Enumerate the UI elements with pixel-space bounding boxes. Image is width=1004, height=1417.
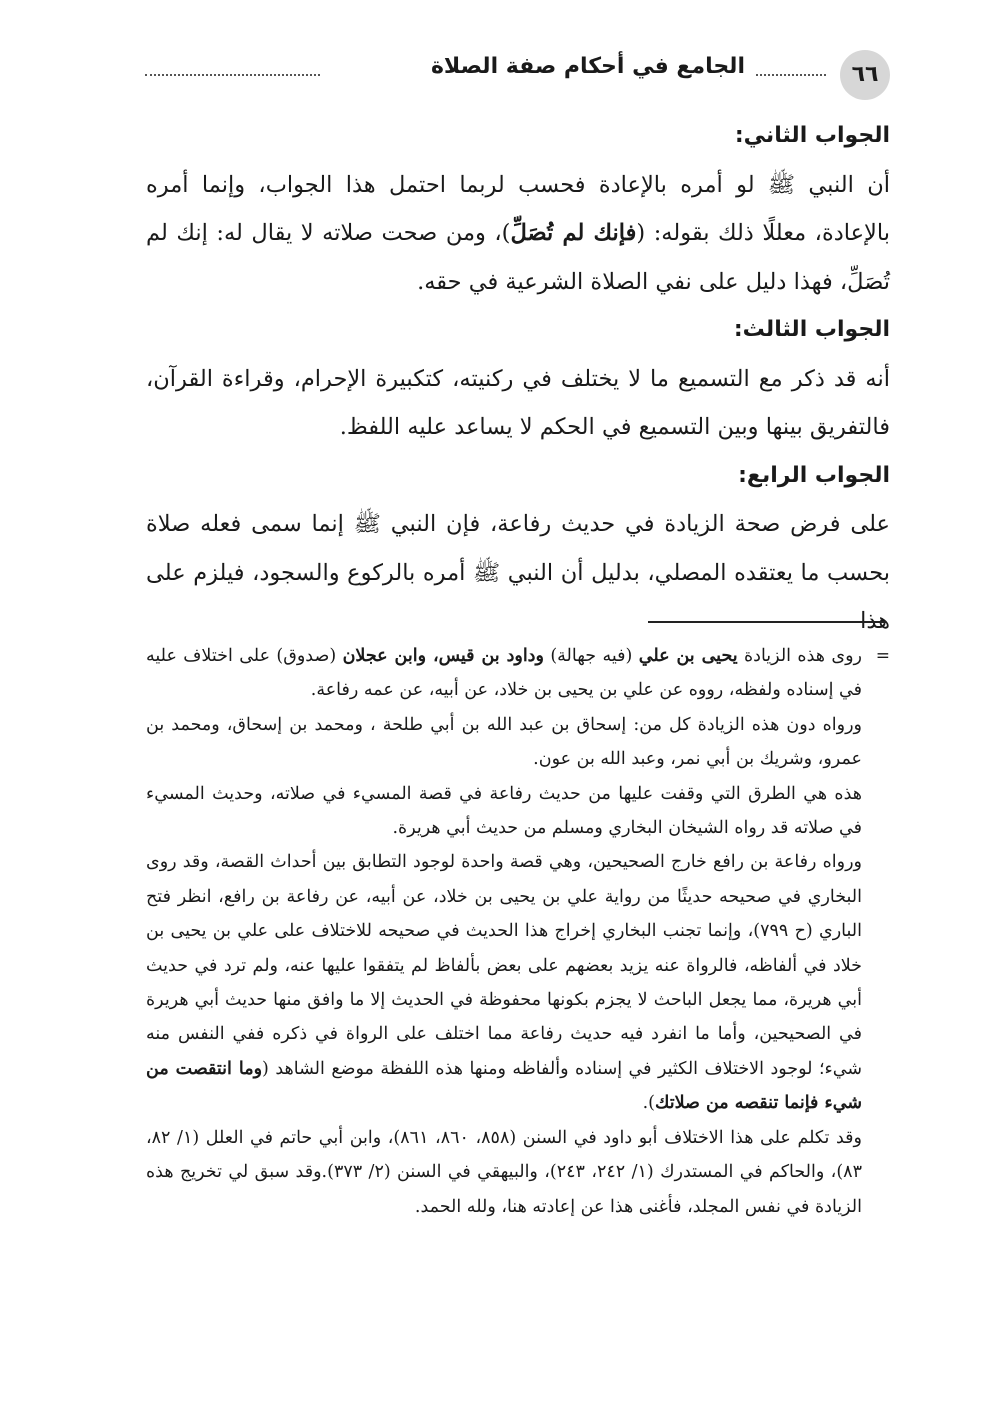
fn1-text-1: روى هذه الزيادة — [737, 646, 862, 666]
book-title: الجامع في أحكام صفة الصلاة — [430, 54, 745, 79]
running-header — [145, 44, 890, 100]
main-text — [146, 112, 890, 646]
header-dotted-rule-left — [145, 74, 320, 76]
heading-answer-4: الجواب الرابع: — [738, 462, 890, 488]
paragraph-answer-3: أنه قد ذكر مع التسميع ما لا يختلف في ركنيته، كتكبيرة الإحرام، وقراءة القرآن، فالتفريق بينها وبين التسميع في الحكم لا يساعد عليه اللفظ. — [146, 365, 890, 440]
footnote-paragraph-1 — [146, 639, 890, 708]
fn4-quote: وما انتقصت من شيء فإنما تنقصه من صلاتك — [146, 1058, 862, 1114]
heading-answer-2: الجواب الثاني: — [734, 123, 890, 148]
paragraph-answer-4: على فرض صحة الزيادة في حديث رفاعة، فإن النبي ﷺ إنما سمى فعله صلاة بحسب ما يعتقده المصلي، بدليل أن النبي ﷺ أمره بالركوع والسجود، فيلزم على هذا — [146, 511, 890, 634]
footnote-paragraph-2: ورواه دون هذه الزيادة كل من: إسحاق بن عبد الله بن أبي طلحة ، ومحمد بن إسحاق، ومحمد بن عمرو، وشريك بن أبي نمر، وعبد الله بن عون. — [146, 714, 862, 770]
header-dotted-rule-right — [756, 74, 826, 76]
footnote-paragraph-4 — [146, 845, 890, 1120]
footnote-continuation-marker: = — [875, 646, 890, 666]
answer-2-quote: فإنك لم تُصَلِّ — [510, 220, 637, 246]
footnote-separator — [648, 621, 886, 623]
footnotes — [146, 639, 890, 1224]
fn4-text-2: ). — [642, 1093, 655, 1114]
answer-2-text-before: أن النبي ﷺ لو أمره بالإعادة فحسب لربما احتمل هذا الجواب، وإنما أمره بالإعادة، معللًا ذلك بقوله: ( — [146, 171, 890, 246]
fn4-text-1: ورواه رفاعة بن رافع خارج الصحيحين، وهي قصة واحدة لوجود التطابق بين أحداث القصة، وقد روى البخاري في صحيحه حديثًا من رواية علي بن يحيى بن خلاد، عن أبيه، عن رفاعة بن رافع، انظر فتح الباري (ح ٧٩٩)، وإنما تجنب البخاري إخراج هذا الحديث في صحيحه للاختلاف على علي بن يحيى بن خلاد في ألفاظه، فالرواة عنه يزيد بعضهم على بعض بألفاظ لم يتفقوا عليها عنه، ولم ترد في حديث أبي هريرة، مما يجعل الباحث لا يجزم بكونها محفوظة في الحديث إلا ما وافق منها حديث أبي هريرة في الصحيحين، وأما ما انفرد فيه حديث رفاعة مما اختلف على الرواة في ذكره ففي النفس منه شيء؛ لوجود الاختلاف الكثير في إسناده وألفاظه ومنها هذه اللفظة موضع الشاهد ( — [146, 852, 862, 1079]
fn1-text-2: (فيه جهالة) — [543, 646, 639, 666]
fn1-text-3: (صدوق) على اختلاف عليه في إسناده ولفظه، رووه عن علي بن يحيى بن خلاد، عن أبيه، عن عمه رفاعة. — [146, 646, 862, 701]
answer-2-text-after: )، ومن صحت صلاته لا يقال له: إنك لم تُصَلِّ، فهذا دليل على نفي الصلاة الشرعية في حقه. — [146, 220, 890, 295]
footnote-paragraph-3: هذه هي الطرق التي وقفت عليها من حديث رفاعة في قصة المسيء في صلاته، وحديث المسيء في صلاته قد رواه الشيخان البخاري ومسلم من حديث أبي هريرة. — [146, 783, 862, 839]
heading-answer-3: الجواب الثالث: — [733, 317, 890, 342]
page-number-badge: ٦٦ — [840, 50, 890, 100]
fn1-narrators-2: وداود بن قيس، وابن عجلان — [342, 646, 544, 666]
fn1-narrator-1: يحيى بن علي — [638, 646, 738, 666]
paragraph-answer-2 — [146, 161, 890, 307]
footnote-paragraph-5: وقد تكلم على هذا الاختلاف أبو داود في السنن (٨٥٨، ٨٦٠، ٨٦١)، وابن أبي حاتم في العلل (١/ ٨٢، ٨٣)، والحاكم في المستدرك (١/ ٢٤٢، ٢٤٣)، والبيهقي في السنن (٢/ ٣٧٣).وقد سبق لي تخريج هذه الزيادة في نفس المجلد، فأغنى هذا عن إعادته هنا، ولله الحمد. — [146, 1127, 862, 1217]
